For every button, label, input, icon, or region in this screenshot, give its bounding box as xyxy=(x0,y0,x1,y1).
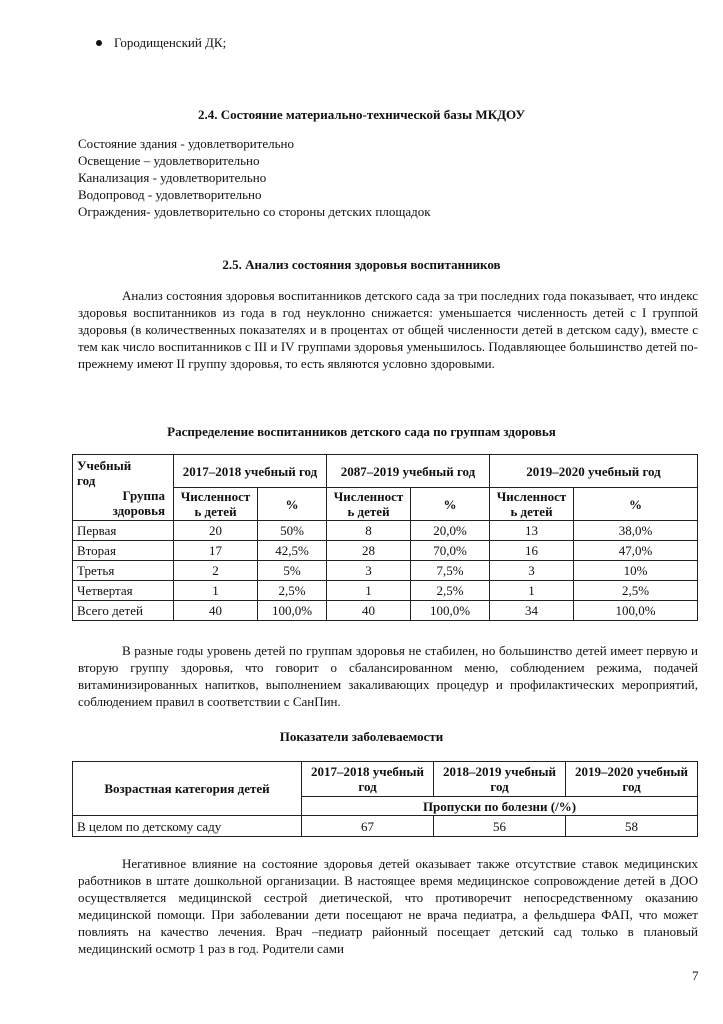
table-cell: 100,0% xyxy=(411,601,490,621)
table-cell: 50% xyxy=(258,521,327,541)
table-cell: 13 xyxy=(490,521,574,541)
bullet-icon xyxy=(96,40,102,46)
table-cell: 40 xyxy=(174,601,258,621)
table1-pct-header: % xyxy=(411,488,490,521)
table-cell: 2,5% xyxy=(574,581,698,601)
row-label: Вторая xyxy=(73,541,174,561)
table-cell: 2 xyxy=(174,561,258,581)
table2-year-header: 2019–2020 учебный год xyxy=(566,762,698,797)
table-row xyxy=(73,561,698,581)
corner-top-label: Учебный год xyxy=(77,458,132,488)
health-groups-conclusion-paragraph: В разные годы уровень детей по группам здоровья не стабилен, но большинство детей имеет первую и вторую группу здоровья, что говорит о сбалансированном меню, соблюдением режима, подачей витаминизированных напитков, выполнением закаливающих процедур и профилактических мероприятий, соблюдением правил в соответствии с СанПин. xyxy=(78,643,698,709)
bullet-text: Городищенский ДК; xyxy=(114,35,227,50)
status-line: Состояние здания - удовлетворительно xyxy=(78,136,294,151)
row-label: Первая xyxy=(73,521,174,541)
row-label: В целом по детскому саду xyxy=(73,816,302,837)
table-cell: 2,5% xyxy=(258,581,327,601)
table1-pct-header: % xyxy=(574,488,698,521)
medical-staff-paragraph: Негативное влияние на состояние здоровья детей оказывает также отсутствие ставок медицинских работников в штате дошкольной организации. В настоящее время медицинское сопровождение детей в ДОО осуществляется медицинской сестрой диетической, что противоречит непосредственному оказанию медицинской помощи. При заболевании дети посещают не врача педиатра, а фельдшера ФАП, что может повлиять на качество лечения. Врач –педиатр районный посещает детский сад только в плановый медицинский осмотр 1 раз в год. Родители сами xyxy=(78,856,698,956)
table-cell: 1 xyxy=(490,581,574,601)
table-cell: 42,5% xyxy=(258,541,327,561)
table-cell: 67 xyxy=(302,816,434,837)
table-cell: 100,0% xyxy=(574,601,698,621)
table1-count-header: Численност ь детей xyxy=(490,488,574,521)
table-cell: 20,0% xyxy=(411,521,490,541)
row-label: Четвертая xyxy=(73,581,174,601)
health-groups-table xyxy=(72,454,698,621)
table-cell: 28 xyxy=(327,541,411,561)
page-number: 7 xyxy=(692,968,699,983)
table2-year-header: 2018–2019 учебный год xyxy=(434,762,566,797)
table-cell: 100,0% xyxy=(258,601,327,621)
morbidity-table xyxy=(72,761,698,837)
status-line: Ограждения- удовлетворительно со стороны детских площадок xyxy=(78,204,431,219)
table-cell: 8 xyxy=(327,521,411,541)
table-cell: 47,0% xyxy=(574,541,698,561)
table-row xyxy=(73,601,698,621)
table2-caption: Показатели заболеваемости xyxy=(279,729,444,744)
table-cell: 16 xyxy=(490,541,574,561)
facility-status-list xyxy=(78,135,698,220)
table-cell: 56 xyxy=(434,816,566,837)
row-label: Третья xyxy=(73,561,174,581)
table-cell: 34 xyxy=(490,601,574,621)
table-cell: 7,5% xyxy=(411,561,490,581)
status-line: Водопровод - удовлетворительно xyxy=(78,187,262,202)
table1-count-header: Численност ь детей xyxy=(327,488,411,521)
table-cell: 1 xyxy=(327,581,411,601)
table-cell: 3 xyxy=(327,561,411,581)
table1-pct-header: % xyxy=(258,488,327,521)
section-heading-2-4: 2.4. Состояние материально-технической базы МКДОУ xyxy=(198,107,525,122)
table-cell: 5% xyxy=(258,561,327,581)
health-analysis-paragraph: Анализ состояния здоровья воспитанников детского сада за три последних года показывает, что индекс здоровья воспитанников из года в год неуклонно снижается: уменьшается численность детей с I группой здоровья (в количественных показателях и в процентах от общей численности детей в детском саду), вместе с тем как число воспитанников с III и IV группами здоровья уменьшилось. Подавляющее большинство детей по-прежнему имеют II группу здоровья, то есть являются условно здоровыми. xyxy=(78,288,698,371)
section-heading-2-5: 2.5. Анализ состояния здоровья воспитанников xyxy=(222,257,501,272)
table-cell: 3 xyxy=(490,561,574,581)
table-cell: 10% xyxy=(574,561,698,581)
table-cell: 1 xyxy=(174,581,258,601)
table-cell: 20 xyxy=(174,521,258,541)
table-row xyxy=(73,541,698,561)
table2-year-header: 2017–2018 учебный год xyxy=(302,762,434,797)
table1-year-header: 2087–2019 учебный год xyxy=(327,455,490,488)
table1-caption: Распределение воспитанников детского сада по группам здоровья xyxy=(167,424,556,439)
table-cell: 2,5% xyxy=(411,581,490,601)
status-line: Освещение – удовлетворительно xyxy=(78,153,260,168)
status-line: Канализация - удовлетворительно xyxy=(78,170,267,185)
table1-year-header: 2017–2018 учебный год xyxy=(174,455,327,488)
table1-corner-header xyxy=(73,455,174,521)
table-row xyxy=(73,816,698,837)
table1-count-header: Численност ь детей xyxy=(174,488,258,521)
table-cell: 38,0% xyxy=(574,521,698,541)
table1-year-header: 2019–2020 учебный год xyxy=(490,455,698,488)
table2-subheader: Пропуски по болезни (/%) xyxy=(302,797,698,816)
corner-bottom-label: Группа здоровья xyxy=(112,488,165,518)
table2-age-header: Возрастная категория детей xyxy=(73,762,302,816)
table-cell: 58 xyxy=(566,816,698,837)
table-cell: 70,0% xyxy=(411,541,490,561)
table-cell: 40 xyxy=(327,601,411,621)
table-row xyxy=(73,521,698,541)
row-label: Всего детей xyxy=(73,601,174,621)
table-cell: 17 xyxy=(174,541,258,561)
bullet-list-item xyxy=(96,34,226,51)
table-row xyxy=(73,581,698,601)
